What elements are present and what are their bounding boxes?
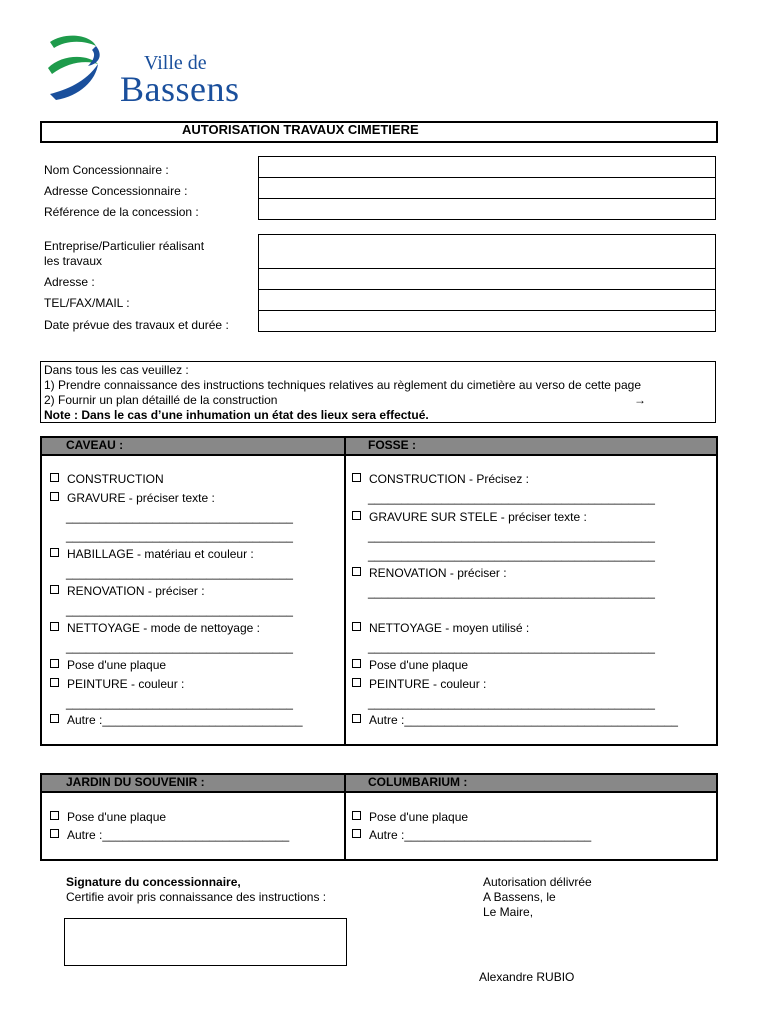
checkbox[interactable] xyxy=(50,492,59,501)
checkbox[interactable] xyxy=(50,714,59,723)
caveau-plaque-option[interactable]: Pose d'une plaque xyxy=(50,658,166,672)
caveau-nettoyage-line[interactable]: __________________________________ xyxy=(66,640,293,654)
signature-text: Certifie avoir pris connaissance des instructions : xyxy=(66,890,327,904)
fosse-header: FOSSE : xyxy=(368,438,417,452)
checkbox[interactable] xyxy=(352,622,361,631)
entreprise-field[interactable] xyxy=(258,234,716,269)
signature-title: Signature du concessionnaire, xyxy=(66,875,241,889)
checkbox[interactable] xyxy=(352,678,361,687)
autorisation-line2: A Bassens, le xyxy=(483,890,556,904)
reference-concession-field[interactable] xyxy=(258,198,716,220)
fosse-renovation-line[interactable]: ___________________________________________ xyxy=(368,585,655,599)
caveau-header: CAVEAU : xyxy=(66,438,124,452)
autorisation-line1: Autorisation délivrée xyxy=(483,875,592,889)
label-entreprise-2: les travaux xyxy=(44,254,103,268)
columbarium-autre-option[interactable]: Autre :____________________________ xyxy=(352,828,591,842)
checkbox[interactable] xyxy=(352,659,361,668)
caveau-nettoyage-option[interactable]: NETTOYAGE - mode de nettoyage : xyxy=(50,621,260,635)
jardin-header: JARDIN DU SOUVENIR : xyxy=(66,775,205,789)
fosse-construction-line[interactable]: ___________________________________________ xyxy=(368,491,655,505)
autorisation-line3: Le Maire, xyxy=(483,905,534,919)
checkbox[interactable] xyxy=(50,548,59,557)
instructions-line2: 1) Prendre connaissance des instructions techniques relatives au règlement du cimetière au verso de cette page xyxy=(44,378,642,392)
caveau-construction-option[interactable]: CONSTRUCTION xyxy=(50,472,164,486)
fosse-peinture-line[interactable]: ___________________________________________ xyxy=(368,696,655,710)
caveau-gravure-line-2[interactable]: __________________________________ xyxy=(66,529,293,543)
instructions-note: Note : Dans le cas d’une inhumation un état des lieux sera effectué. xyxy=(44,408,429,422)
fosse-construction-option[interactable]: CONSTRUCTION - Précisez : xyxy=(352,472,529,486)
fosse-peinture-option[interactable]: PEINTURE - couleur : xyxy=(352,677,486,691)
ville-de-bassens-logo xyxy=(44,30,254,112)
columbarium-plaque-option[interactable]: Pose d'une plaque xyxy=(352,810,468,824)
caveau-habillage-option[interactable]: HABILLAGE - matériau et couleur : xyxy=(50,547,254,561)
label-entreprise-1: Entreprise/Particulier réalisant xyxy=(44,239,205,253)
signature-box[interactable] xyxy=(64,918,347,966)
section-divider xyxy=(344,438,346,744)
caveau-gravure-option[interactable]: GRAVURE - préciser texte : xyxy=(50,491,215,505)
columbarium-header: COLUMBARIUM : xyxy=(368,775,468,789)
date-duree-field[interactable] xyxy=(258,310,716,332)
caveau-peinture-line[interactable]: __________________________________ xyxy=(66,696,293,710)
adresse-field[interactable] xyxy=(258,268,716,290)
maire-name: Alexandre RUBIO xyxy=(479,970,575,984)
instructions-line3: 2) Fournir un plan détaillé de la construction xyxy=(44,393,278,407)
checkbox[interactable] xyxy=(50,585,59,594)
instructions-line1: Dans tous les cas veuillez : xyxy=(44,363,189,377)
caveau-habillage-line[interactable]: __________________________________ xyxy=(66,566,293,580)
logo-line1: Ville de xyxy=(144,52,207,74)
label-date: Date prévue des travaux et durée : xyxy=(44,318,229,332)
adresse-concessionnaire-field[interactable] xyxy=(258,177,716,199)
fosse-gravure-line-2[interactable]: ___________________________________________ xyxy=(368,548,655,562)
caveau-renovation-option[interactable]: RENOVATION - préciser : xyxy=(50,584,205,598)
arrow-right-icon: → xyxy=(634,393,646,407)
label-adresse: Adresse : xyxy=(44,275,95,289)
label-reference: Référence de la concession : xyxy=(44,205,199,219)
jardin-autre-option[interactable]: Autre :____________________________ xyxy=(50,828,289,842)
checkbox[interactable] xyxy=(352,714,361,723)
checkbox[interactable] xyxy=(50,473,59,482)
caveau-peinture-option[interactable]: PEINTURE - couleur : xyxy=(50,677,184,691)
fosse-plaque-option[interactable]: Pose d'une plaque xyxy=(352,658,468,672)
section-divider-2 xyxy=(344,775,346,859)
checkbox[interactable] xyxy=(50,811,59,820)
checkbox[interactable] xyxy=(352,829,361,838)
page-title: AUTORISATION TRAVAUX CIMETIERE xyxy=(182,122,419,137)
jardin-plaque-option[interactable]: Pose d'une plaque xyxy=(50,810,166,824)
checkbox[interactable] xyxy=(352,811,361,820)
caveau-autre-option[interactable]: Autre :______________________________ xyxy=(50,713,303,727)
caveau-gravure-line-1[interactable]: __________________________________ xyxy=(66,510,293,524)
checkbox[interactable] xyxy=(50,678,59,687)
checkbox[interactable] xyxy=(50,659,59,668)
fosse-renovation-option[interactable]: RENOVATION - préciser : xyxy=(352,566,507,580)
label-tel: TEL/FAX/MAIL : xyxy=(44,296,130,310)
checkbox[interactable] xyxy=(352,511,361,520)
fosse-gravure-option[interactable]: GRAVURE SUR STELE - préciser texte : xyxy=(352,510,587,524)
logo-swoosh-icon xyxy=(44,32,104,104)
label-adresse-concessionnaire: Adresse Concessionnaire : xyxy=(44,184,188,198)
checkbox[interactable] xyxy=(352,567,361,576)
tel-fax-mail-field[interactable] xyxy=(258,289,716,311)
nom-concessionnaire-field[interactable] xyxy=(258,156,716,178)
fosse-nettoyage-option[interactable]: NETTOYAGE - moyen utilisé : xyxy=(352,621,529,635)
checkbox[interactable] xyxy=(50,829,59,838)
fosse-autre-option[interactable]: Autre :_________________________________________ xyxy=(352,713,678,727)
fosse-gravure-line-1[interactable]: ___________________________________________ xyxy=(368,529,655,543)
checkbox[interactable] xyxy=(352,473,361,482)
logo-line2: Bassens xyxy=(120,69,240,109)
checkbox[interactable] xyxy=(50,622,59,631)
fosse-nettoyage-line[interactable]: ___________________________________________ xyxy=(368,640,655,654)
label-nom: Nom Concessionnaire : xyxy=(44,163,169,177)
caveau-renovation-line[interactable]: __________________________________ xyxy=(66,603,293,617)
